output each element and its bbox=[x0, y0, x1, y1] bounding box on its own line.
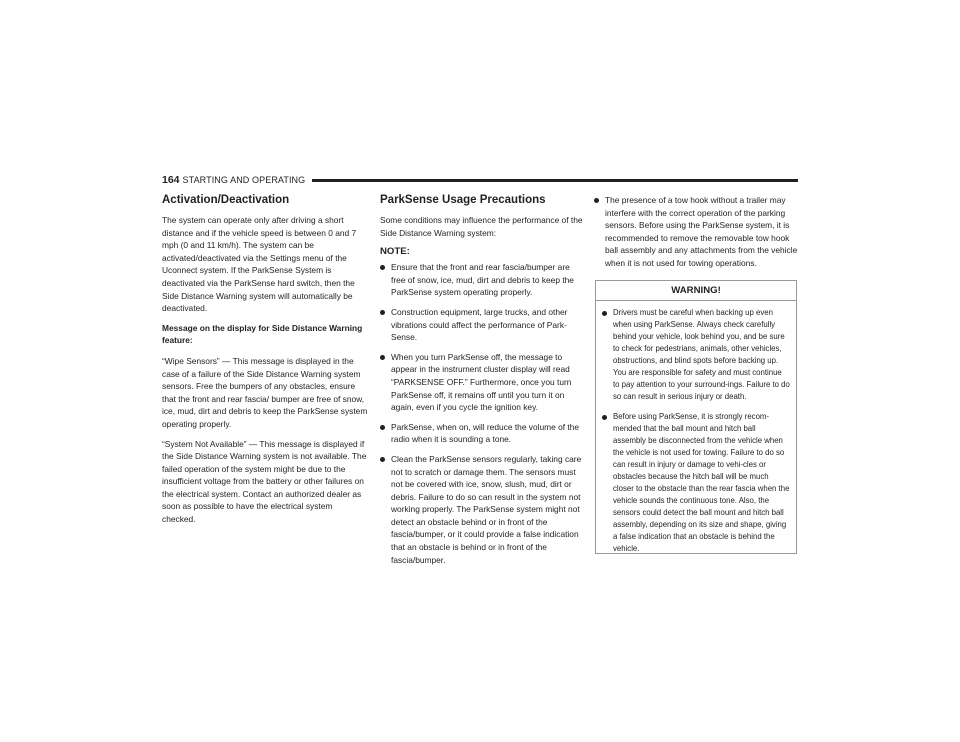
list-item: Drivers must be careful when backing up even when using ParkSense. Always check carefully behind your vehicle, look behind you, and be sure to check for pedestrians, animals, other vehicles, obstructions, and blind spots before backing up. You are responsible for safety and must continue to pay attention to your surround-ings. Failure to do so can result in serious injury or death. bbox=[602, 307, 790, 403]
column-activation bbox=[162, 194, 368, 533]
list-item: Ensure that the front and rear fascia/bumper are free of snow, ice, mud, dirt and debris to keep the ParkSense system operating properly. bbox=[380, 261, 586, 299]
bullet-icon bbox=[594, 198, 599, 203]
list-item: When you turn ParkSense off, the message to appear in the instrument cluster display will read “PARKSENSE OFF.” Furthermore, once you turn ParkSense off, it remains off until you turn it on again, even if you cycle the ignition key. bbox=[380, 351, 586, 414]
wipe-sensors-paragraph: “Wipe Sensors” — This message is displayed in the case of a failure of the Side Distance Warning system sensors. Free the bumpers of any obstacles, ensure that the front and rear fascia/ bumper are free of snow, ice, mud, dirt and debris to keep the ParkSense system operating properly. bbox=[162, 355, 368, 429]
list-item: Before using ParkSense, it is strongly recom-mended that the ball mount and hitch ball assembly be disconnected from the vehicle when the vehicle is not used for towing. Failure to do so can result in injury or damage to vehi-cles or obstacles because the hitch ball will be much closer to the obstacle than the rear fascia when the vehicle sounds the continuous tone. Also, the sensors could detect the ball mount and hitch ball assembly, depending on its size and shape, giving a false indication that an obstacle is behind the vehicle. bbox=[602, 411, 790, 555]
header-rule bbox=[312, 179, 798, 182]
list-item: Construction equipment, large trucks, and other vibrations could affect the performance of Park-Sense. bbox=[380, 306, 586, 344]
warning-body bbox=[596, 301, 796, 555]
tow-hook-list bbox=[594, 194, 800, 270]
list-item: The presence of a tow hook without a trailer may interfere with the correct operation of the parking sensors. Before using the ParkSense system, it is recommended to remove the removable tow hook ball assembly and any attachments from the vehicle when it is not used for towing operations. bbox=[594, 194, 800, 270]
activation-heading: Activation/Deactivation bbox=[162, 194, 290, 206]
precautions-heading: ParkSense Usage Precautions bbox=[380, 194, 546, 206]
page-header bbox=[162, 172, 798, 188]
bullet-icon bbox=[602, 311, 607, 316]
display-message-lead: Message on the display for Side Distance Warning feature: bbox=[162, 322, 363, 346]
system-not-available-paragraph: “System Not Available” — This message is displayed if the Side Distance Warning system is not available. The failed operation of the system might be due to the insufficient voltage from the battery or other failures on the electrical system. Contact an authorized dealer as soon as possible to have the electrical system checked. bbox=[162, 438, 367, 525]
precautions-intro: Some conditions may influence the performance of the Side Distance Warning system: bbox=[380, 215, 583, 238]
warning-title: WARNING! bbox=[596, 281, 796, 301]
warning-box bbox=[595, 280, 797, 554]
bullet-icon bbox=[602, 415, 607, 420]
precautions-list bbox=[380, 261, 586, 566]
column-tow-hook bbox=[594, 194, 800, 277]
page-number: 164 bbox=[162, 174, 180, 186]
list-item: ParkSense, when on, will reduce the volume of the radio when it is sounding a tone. bbox=[380, 421, 586, 446]
bullet-icon bbox=[380, 355, 385, 360]
bullet-icon bbox=[380, 457, 385, 462]
note-label: NOTE: bbox=[380, 246, 410, 258]
bullet-icon bbox=[380, 425, 385, 430]
warning-list bbox=[602, 307, 790, 555]
column-precautions bbox=[380, 194, 586, 573]
section-title: STARTING AND OPERATING bbox=[182, 175, 306, 185]
bullet-icon bbox=[380, 310, 385, 315]
list-item: Clean the ParkSense sensors regularly, taking care not to scratch or damage them. The sensors must not be covered with ice, snow, slush, mud, dirt or debris. Failure to do so can result in the system not working properly. The ParkSense system might not detect an obstacle behind or in front of the fascia/bumper, or it could provide a false indication that an obstacle is behind or in front of the fascia/bumper. bbox=[380, 453, 586, 566]
bullet-icon bbox=[380, 265, 385, 270]
activation-paragraph: The system can operate only after driving a short distance and if the vehicle speed is between 0 and 7 mph (0 and 11 km/h). The system can be activated/deactivated via the Settings menu of the Uconnect system. If the ParkSense System is deactivated via the ParkSense hard switch, then the Side Distance Warning system will automatically be deactivated. bbox=[162, 215, 357, 314]
